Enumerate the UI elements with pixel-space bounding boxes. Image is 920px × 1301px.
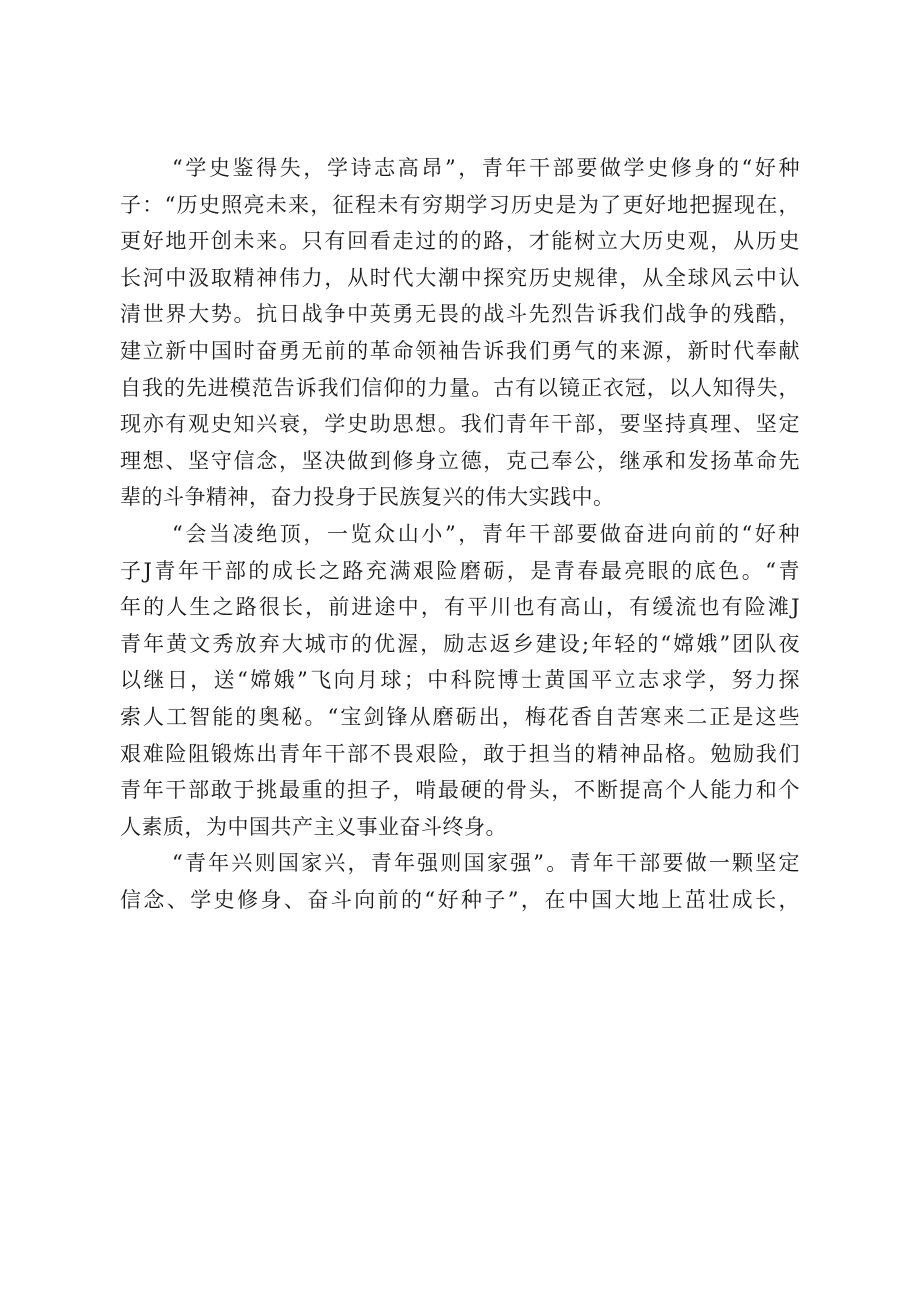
paragraph-line: 青年干部敢于挑最重的担子，啃最硬的骨头，不断提高个人能力和个 [120, 778, 800, 803]
paragraph-line: 年的人生之路很长，前进途中，有平川也有高山，有缓流也有险滩J [120, 595, 800, 620]
paragraph-line: 长河中汲取精神伟力，从时代大潮中探究历史规律，从全球风云中认 [120, 265, 800, 290]
paragraph-line: “青年兴则国家兴，青年强则国家强”。青年干部要做一颗坚定 [172, 851, 800, 876]
paragraph-line: 建立新中国时奋勇无前的革命领袖告诉我们勇气的来源，新时代奉献 [120, 338, 800, 363]
paragraph-line: 理想、坚守信念，坚决做到修身立德，克己奉公，继承和发扬革命先 [120, 448, 800, 473]
paragraph-line: 辈的斗争精神，奋力投身于民族复兴的伟大实践中。 [120, 485, 615, 510]
paragraph-line: 子J青年干部的成长之路充满艰险磨砺，是青春最亮眼的底色。“青 [120, 558, 800, 583]
paragraph-1 [120, 150, 800, 516]
paragraph-line: 清世界大势。抗日战争中英勇无畏的战斗先烈告诉我们战争的残酷， [120, 302, 800, 327]
document-body [120, 150, 800, 918]
paragraph-line: “会当凌绝顶，一览众山小”，青年干部要做奋进向前的“好种 [172, 521, 800, 546]
paragraph-line: 索人工智能的奥秘。“宝剑锋从磨砺出，梅花香自苦寒来二正是这些 [120, 704, 800, 729]
paragraph-line: 更好地开创未来。只有回看走过的的路，才能树立大历史观，从历史 [120, 229, 800, 254]
paragraph-line: 自我的先进模范告诉我们信仰的力量。古有以镜正衣冠，以人知得失， [120, 375, 800, 400]
paragraph-line: 现亦有观史知兴衰，学史助思想。我们青年干部，要坚持真理、坚定 [120, 412, 800, 437]
paragraph-line: 青年黄文秀放弃大城市的优渥，励志返乡建设;年轻的“嫦娥”团队夜 [120, 631, 800, 656]
paragraph-line: “学史鉴得失，学诗志高昂”，青年干部要做学史修身的“好种 [172, 156, 800, 180]
paragraph-line: 以继日，送“嫦娥”飞向月球；中科院博士黄国平立志求学，努力探 [120, 668, 800, 693]
paragraph-line: 艰难险阻锻炼出青年干部不畏艰险，敢于担当的精神品格。勉励我们 [120, 741, 800, 766]
paragraph-line: 信念、学史修身、奋斗向前的“好种子”，在中国大地上茁壮成长， [120, 887, 800, 912]
paragraph-line: 人素质，为中国共产主义事业奋斗终身。 [120, 814, 507, 839]
paragraph-3 [120, 845, 800, 918]
paragraph-line: 子：“历史照亮未来，征程未有穷期学习历史是为了更好地把握现在， [120, 192, 800, 217]
paragraph-2 [120, 516, 800, 845]
